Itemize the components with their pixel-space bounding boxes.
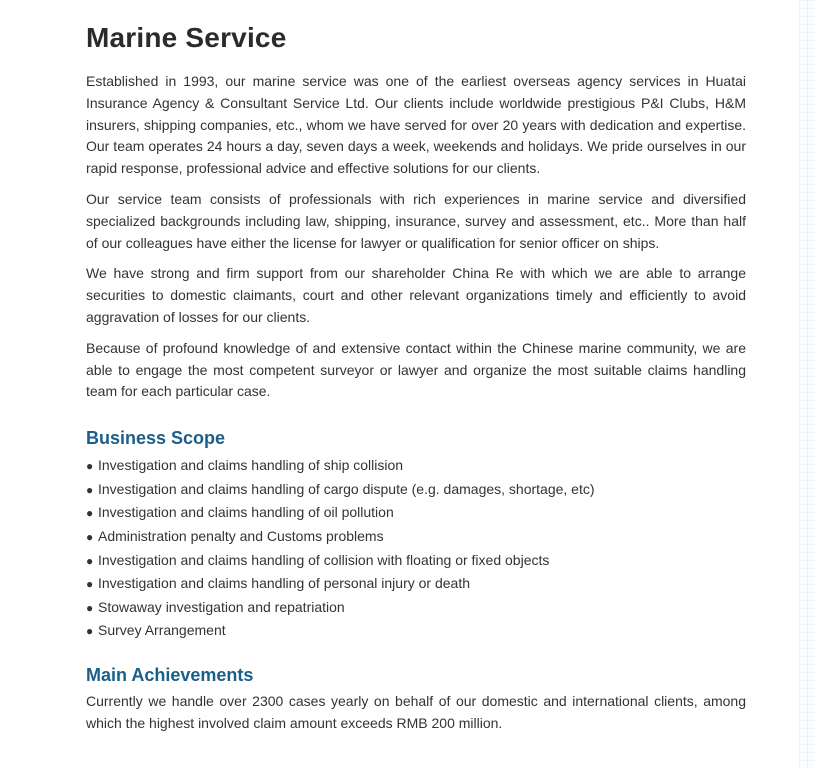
intro-paragraph-3: We have strong and firm support from our shareholder China Re with which we are able to arrange securities to domestic claimants, court and other relevant organizations timely and efficiently to avoid aggravation of losses for our clients. bbox=[86, 265, 746, 325]
list-item bbox=[86, 525, 746, 549]
list-item-text: Stowaway investigation and repatriation bbox=[98, 598, 345, 615]
list-item bbox=[86, 478, 746, 502]
list-item-text: Investigation and claims handling of collision with floating or fixed objects bbox=[98, 551, 550, 568]
list-item-text: Investigation and claims handling of ship collision bbox=[98, 457, 404, 474]
bullet-icon: ● bbox=[86, 577, 94, 592]
list-item-text: Investigation and claims handling of oil pollution bbox=[98, 504, 394, 521]
intro-paragraph-1: Established in 1993, our marine service was one of the earliest overseas agency services in Huatai Insurance Agency & Consultant Service Ltd. Our clients include worldwide prestigious P&I Clubs, H&M insurers, shipping companies, etc., whom we have served for over 20 years with dedication and expertise. Our team operates 24 hours a day, seven days a week, weekends and holidays. We pride ourselves in our rapid response, professional advice and effective solutions for our clients. bbox=[86, 73, 746, 177]
bullet-icon: ● bbox=[86, 600, 94, 615]
list-item bbox=[86, 619, 746, 643]
business-scope-list bbox=[86, 454, 746, 643]
list-item bbox=[86, 549, 746, 573]
list-item bbox=[86, 454, 746, 478]
list-item bbox=[86, 501, 746, 525]
main-achievements-heading: Main Achievements bbox=[86, 664, 254, 685]
list-item-text: Administration penalty and Customs problems bbox=[98, 527, 384, 544]
list-item-text: Investigation and claims handling of personal injury or death bbox=[98, 575, 471, 592]
bullet-icon: ● bbox=[86, 482, 94, 497]
bullet-icon: ● bbox=[86, 459, 94, 474]
bullet-icon: ● bbox=[86, 506, 94, 521]
list-item bbox=[86, 596, 746, 620]
content-area bbox=[86, 18, 746, 744]
page-title: Marine Service bbox=[86, 22, 287, 53]
intro-paragraph-4: Because of profound knowledge of and extensive contact within the Chinese marine community, we are able to engage the most competent surveyor or lawyer and organize the most suitable claims handling team for each particular case. bbox=[86, 339, 746, 400]
decorative-grid-strip bbox=[799, 0, 815, 768]
intro-paragraph-2: Our service team consists of professionals with rich experiences in marine service and diversified specialized backgrounds including law, shipping, insurance, survey and assessment, etc.. More than half of our colleagues have either the license for lawyer or qualification for senior officer on ships. bbox=[86, 190, 746, 251]
business-scope-heading: Business Scope bbox=[86, 428, 226, 449]
achievements-paragraph: Currently we handle over 2300 cases yearly on behalf of our domestic and international clients, among which the highest involved claim amount exceeds RMB 200 million. bbox=[86, 692, 746, 731]
bullet-icon: ● bbox=[86, 553, 94, 568]
list-item-text: Survey Arrangement bbox=[98, 622, 226, 639]
bullet-icon: ● bbox=[86, 529, 94, 544]
list-item bbox=[86, 572, 746, 596]
list-item-text: Investigation and claims handling of cargo dispute (e.g. damages, shortage, etc) bbox=[98, 480, 595, 497]
bullet-icon: ● bbox=[86, 624, 94, 639]
